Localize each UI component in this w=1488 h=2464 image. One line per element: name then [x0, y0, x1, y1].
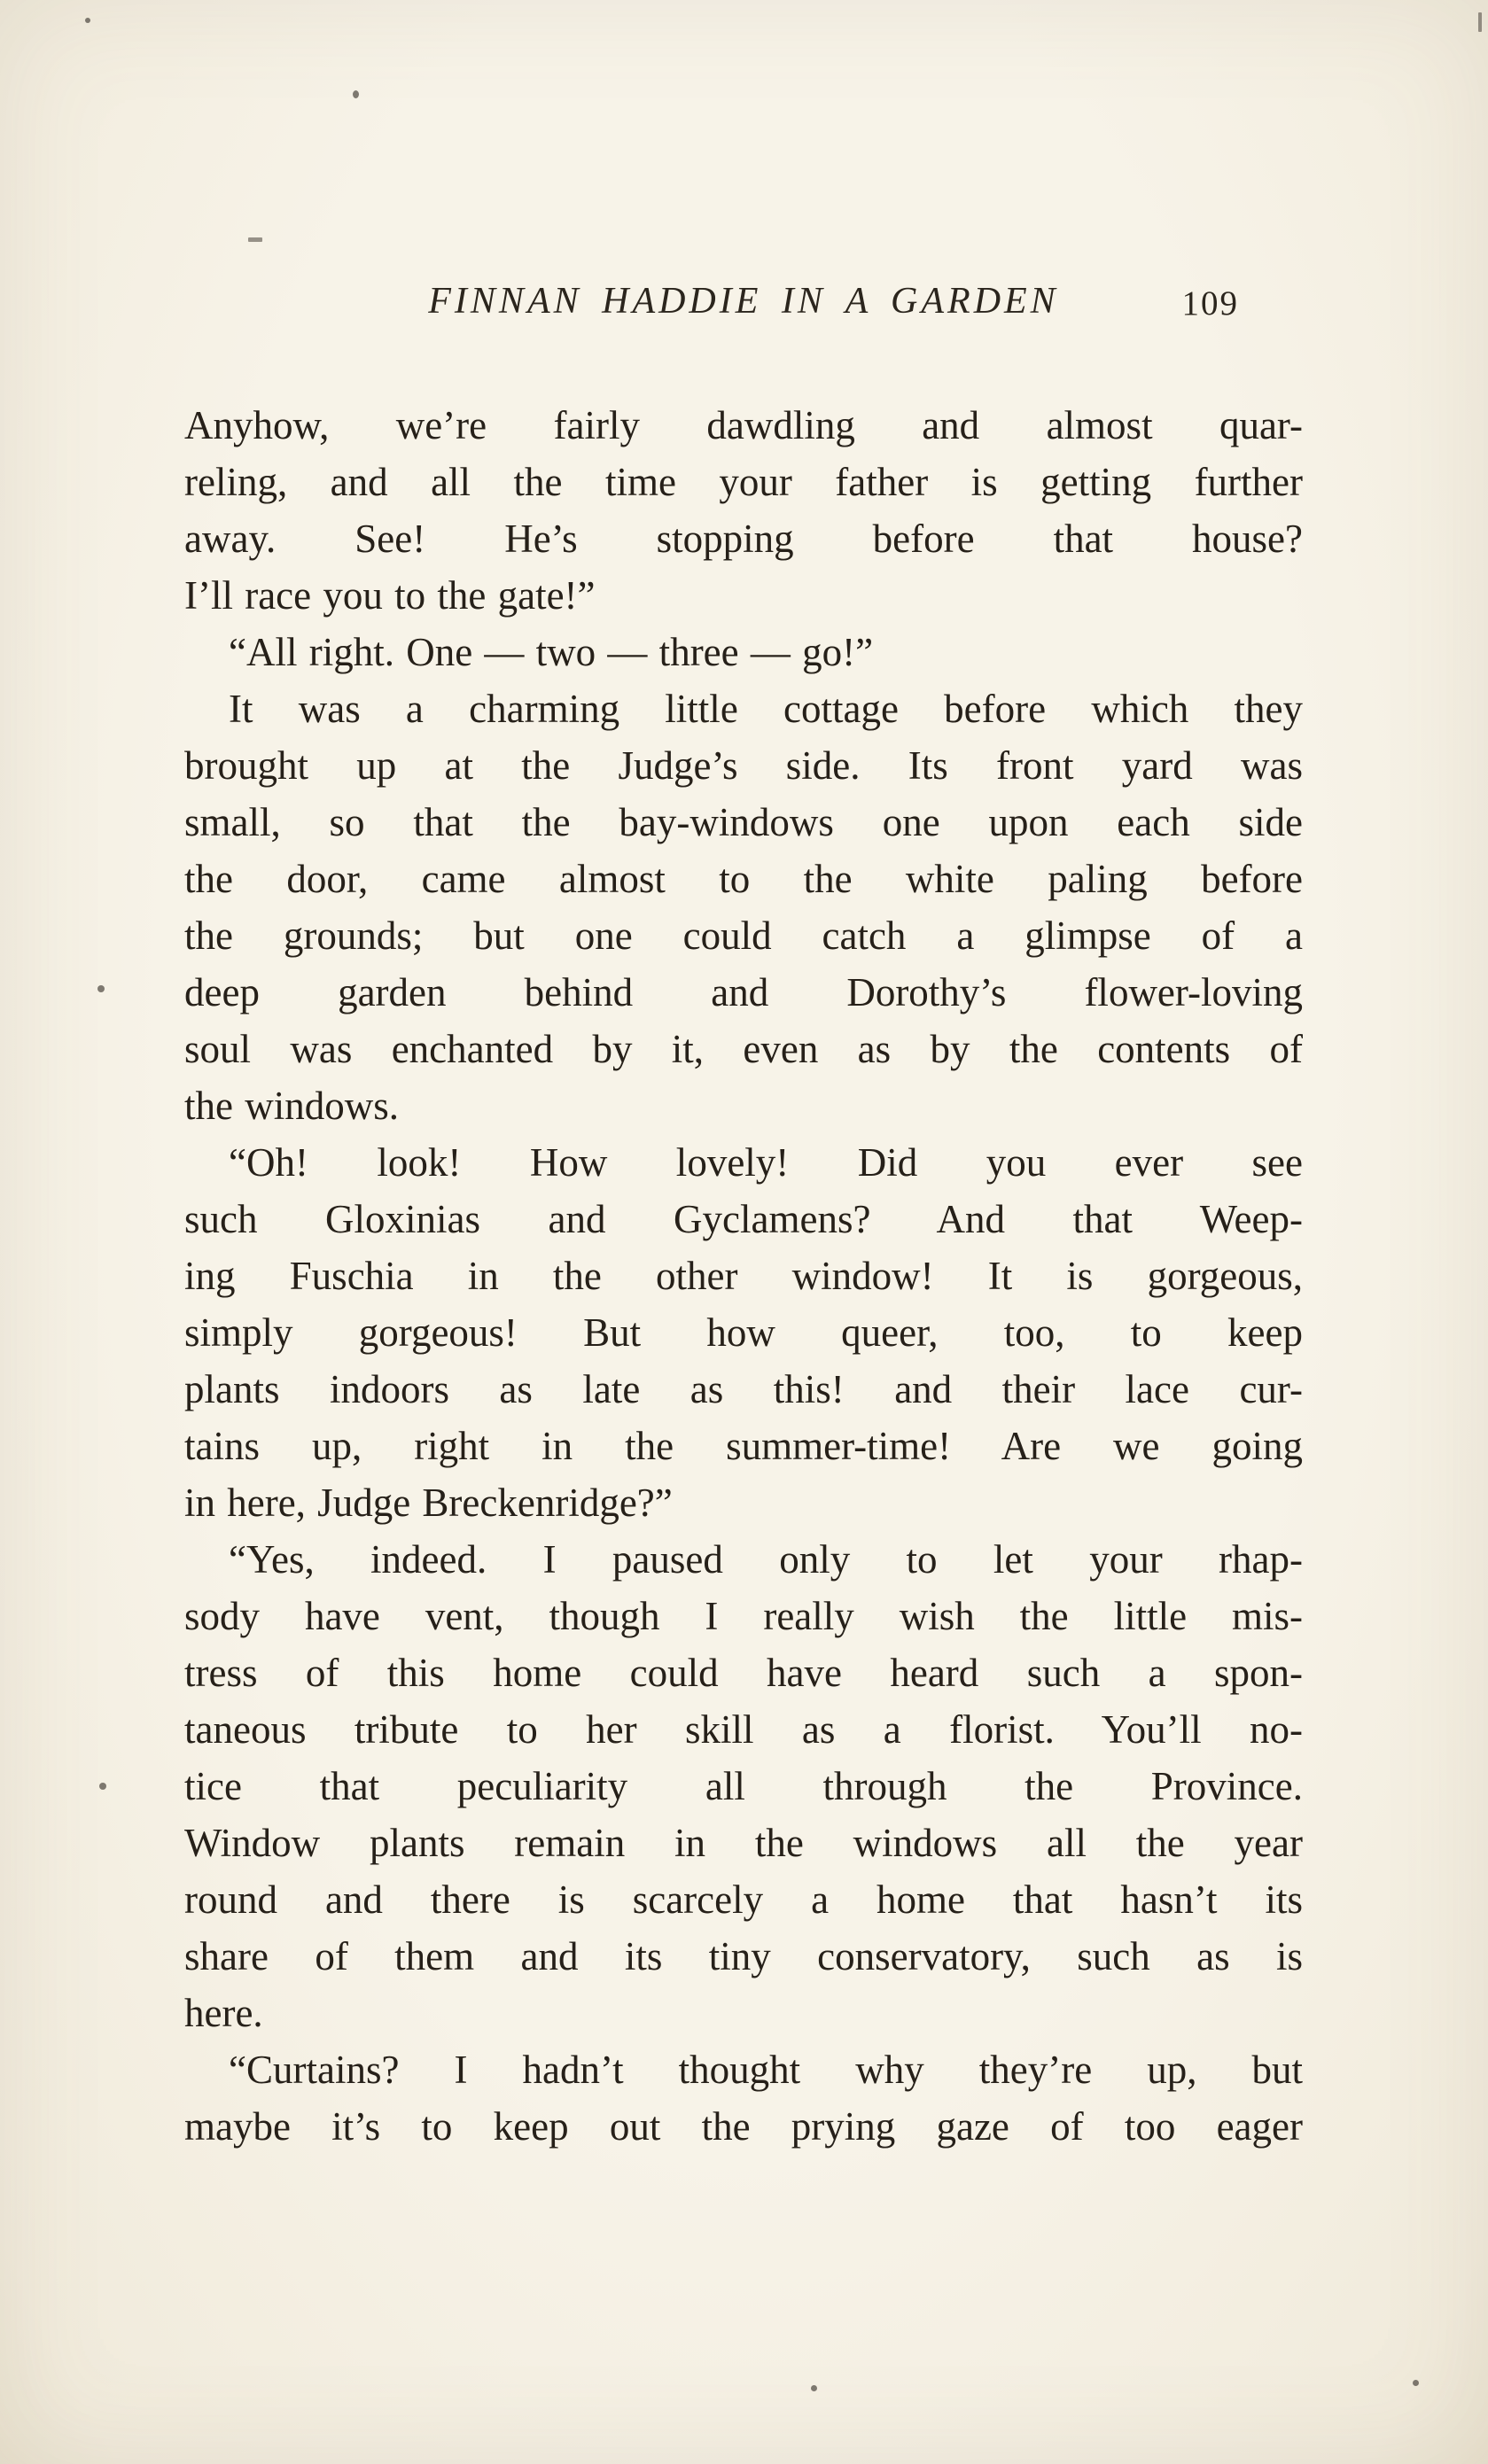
text-line: the windows.	[184, 1084, 399, 1128]
text-line: “All right. One — two — three — go!”	[229, 630, 874, 674]
text-line: “Oh! look! How lovely! Did you ever see	[229, 1140, 1303, 1185]
text-line: tains up, right in the summer-time! Are we going	[184, 1424, 1303, 1468]
text-line: tress of this home could have heard such a spon-	[184, 1651, 1303, 1695]
text-block	[184, 397, 1303, 2155]
text-line: reling, and all the time your father is getting further	[184, 460, 1303, 504]
page-title: FINNAN HADDIE IN A GARDEN	[428, 281, 1059, 322]
scan-speck	[811, 2385, 817, 2391]
paragraph	[184, 1531, 1303, 2041]
paragraph	[184, 680, 1303, 1134]
text-line: ing Fuschia in the other window! It is gorgeous,	[184, 1254, 1303, 1298]
text-line: share of them and its tiny conservatory, such as is	[184, 1934, 1303, 1978]
text-line: “Yes, indeed. I paused only to let your rhap-	[229, 1537, 1303, 1582]
text-line: deep garden behind and Dorothy’s flower-loving	[184, 970, 1303, 1014]
page-number: 109	[1181, 284, 1239, 323]
text-line: round and there is scarcely a home that hasn’t its	[184, 1877, 1303, 1922]
text-line: the door, came almost to the white paling before	[184, 857, 1303, 901]
scan-speck	[97, 985, 105, 992]
text-line: the grounds; but one could catch a glimpse of a	[184, 913, 1303, 958]
paragraph	[184, 1134, 1303, 1531]
running-header	[184, 280, 1303, 330]
text-line: maybe it’s to keep out the prying gaze of too eager	[184, 2104, 1303, 2149]
text-line: such Gloxinias and Gyclamens? And that Weep-	[184, 1197, 1303, 1241]
text-line: I’ll race you to the gate!”	[184, 573, 596, 618]
text-line: soul was enchanted by it, even as by the contents of	[184, 1027, 1303, 1071]
text-line: away. See! He’s stopping before that house?	[184, 517, 1303, 561]
text-line: tice that peculiarity all through the Province.	[184, 1764, 1303, 1808]
text-line: in here, Judge Breckenridge?”	[184, 1481, 673, 1525]
scan-speck	[1413, 2380, 1419, 2386]
text-line: It was a charming little cottage before which they	[229, 687, 1303, 731]
scan-speck	[85, 18, 90, 23]
scan-speck	[248, 237, 262, 242]
scan-speck	[353, 90, 359, 98]
text-line: plants indoors as late as this! and their lace cur-	[184, 1367, 1303, 1411]
paragraph	[184, 397, 1303, 624]
text-line: Window plants remain in the windows all the year	[184, 1821, 1303, 1865]
scan-speck	[99, 1783, 106, 1790]
paragraph	[184, 624, 1303, 680]
text-line: brought up at the Judge’s side. Its front yard was	[184, 743, 1303, 788]
text-line: here.	[184, 1991, 263, 2035]
text-line: “Curtains? I hadn’t thought why they’re up, but	[229, 2048, 1303, 2092]
text-line: small, so that the bay-windows one upon each side	[184, 800, 1303, 844]
text-line: taneous tribute to her skill as a florist. You’ll no-	[184, 1707, 1303, 1752]
scan-speck	[1478, 12, 1482, 32]
paragraph	[184, 2041, 1303, 2155]
text-line: Anyhow, we’re fairly dawdling and almost quar-	[184, 403, 1303, 447]
text-line: simply gorgeous! But how queer, too, to keep	[184, 1310, 1303, 1355]
text-line: sody have vent, though I really wish the little mis-	[184, 1594, 1303, 1638]
